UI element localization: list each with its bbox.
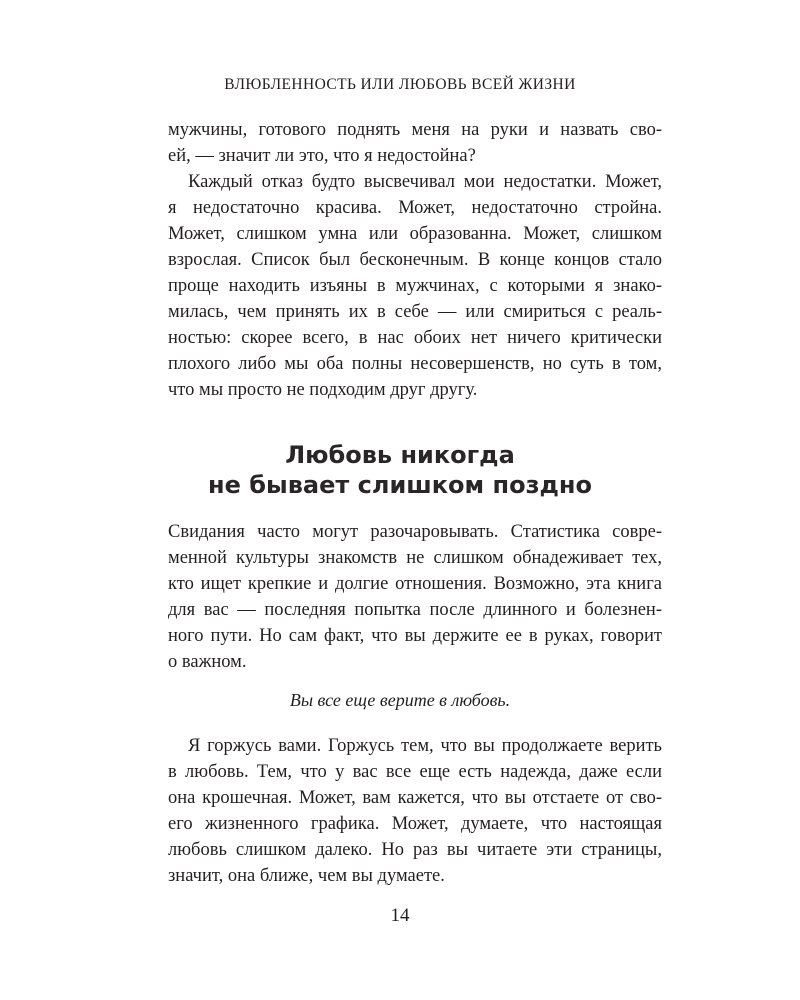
- text-line: любовь слишком далеко. Но раз вы читаете эти страницы,: [168, 840, 662, 860]
- body-text-block-3: [168, 733, 662, 889]
- section-heading-line-1: Любовь никогда: [285, 441, 515, 469]
- body-text-block-1: [168, 117, 662, 403]
- text-line: в любовь. Тем, что у вас все еще есть надежда, даже если: [168, 762, 662, 782]
- text-line: его жизненного графика. Может, думаете, что настоящая: [168, 814, 662, 834]
- text-line: ного пути. Но сам факт, что вы держите ее в руках, говорит: [168, 626, 662, 646]
- text-line: значит, она ближе, чем вы думаете.: [168, 866, 445, 886]
- text-line: Свидания часто могут разочаровывать. Статистика совре-: [168, 522, 662, 542]
- text-line: для вас — последняя попытка после длинного и болезнен-: [168, 600, 662, 620]
- text-line: мужчины, готового поднять меня на руки и назвать сво-: [168, 120, 662, 140]
- text-line: проще находить изъяны в мужчинах, с которыми я знако-: [168, 276, 662, 296]
- body-text-block-2: [168, 519, 662, 675]
- text-line: милась, чем принять их в себе — или смириться с реаль-: [168, 302, 662, 322]
- text-line: она крошечная. Может, вам кажется, что вы отстаете от сво-: [168, 788, 662, 808]
- page-number: 14: [390, 905, 410, 926]
- text-line: менной культуры знакомств не слишком обнадеживает тех,: [168, 548, 662, 568]
- running-header: ВЛЮБЛЕННОСТЬ ИЛИ ЛЮБОВЬ ВСЕЙ ЖИЗНИ: [224, 76, 576, 93]
- section-heading: [0, 440, 800, 500]
- text-line: ностью: скорее всего, в нас обоих нет ничего критически: [168, 328, 662, 348]
- italic-quote: Вы все еще верите в любовь.: [289, 690, 511, 710]
- text-line: я недостаточно красива. Может, недостаточно стройна.: [168, 198, 662, 218]
- text-line: ей, — значит ли это, что я недостойна?: [168, 146, 476, 166]
- text-line: о важном.: [168, 652, 247, 672]
- text-line: кто ищет крепкие и долгие отношения. Возможно, эта книга: [168, 574, 662, 594]
- text-line: Я горжусь вами. Горжусь тем, что вы продолжаете верить: [188, 736, 662, 756]
- text-line: плохого либо мы оба полны несовершенств, но суть в том,: [168, 354, 662, 374]
- section-heading-line-2: не бывает слишком поздно: [208, 471, 592, 499]
- text-line: взрослая. Список был бесконечным. В конце концов стало: [168, 250, 662, 270]
- text-line: что мы просто не подходим друг другу.: [168, 380, 478, 400]
- text-line: Каждый отказ будто высвечивал мои недостатки. Может,: [188, 172, 662, 192]
- text-line: Может, слишком умна или образованна. Может, слишком: [168, 224, 662, 244]
